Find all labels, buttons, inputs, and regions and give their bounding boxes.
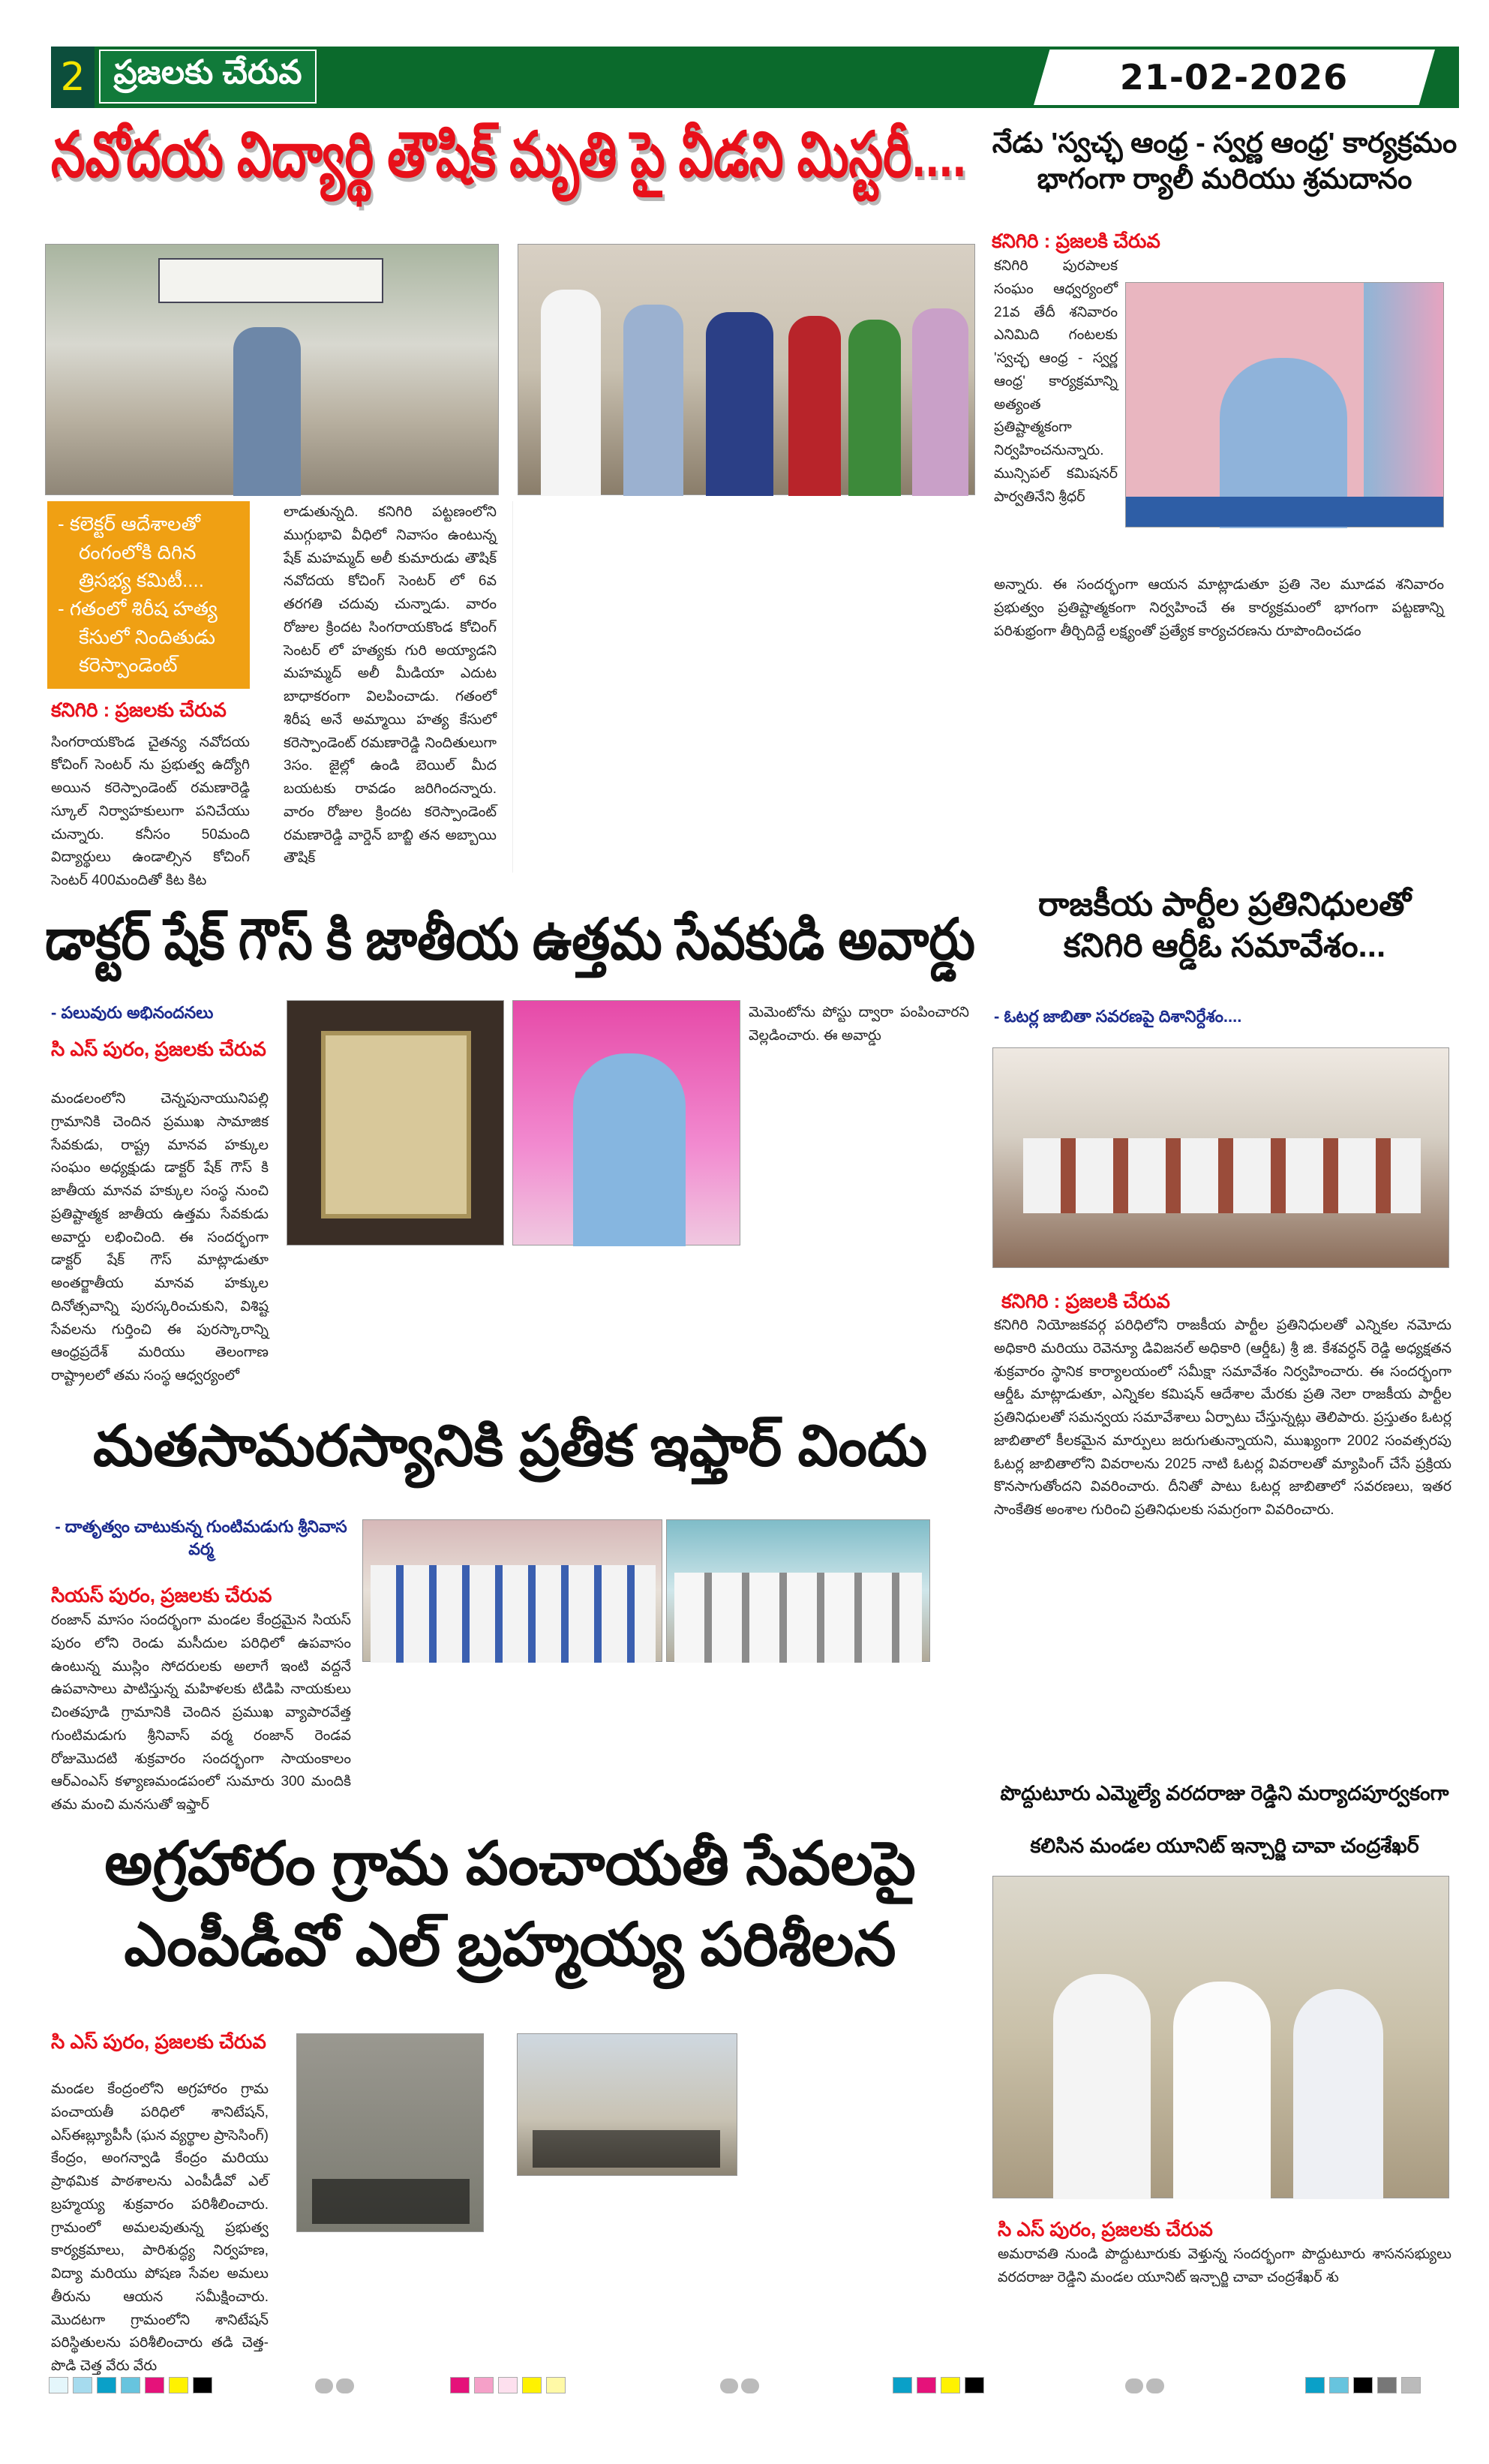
color-registration-bar-left (49, 2377, 212, 2393)
article1-left-column (47, 501, 250, 889)
article6-headline-line1: అగ్రహారం గ్రామ పంచాయతీ సేవలపై (104, 1830, 916, 1897)
article2-dateline: కనిగిరి : ప్రజలకి చేరువ (992, 230, 1160, 252)
article6-headline-line2: ఎంపీడీవో ఎల్ బ్రహ్మయ్య పరిశీలన (124, 1911, 896, 1978)
article2-headline-line1: నేడు 'స్వచ్ఛ ఆంధ్ర - స్వర్ణ ఆంధ్ర' కార్యక్రమం (992, 128, 1457, 159)
article4-dateline: కనిగిరి : ప్రజలకి చేరువ (1001, 1290, 1170, 1312)
article1-body-col1: సింగరాయకొండ చైతన్య నవోదయ కోచింగ్ సెంటర్ ను ప్రభుత్వ ఉద్యోగి అయిన కరెస్పాండెంట్ రమణారెడ్డి స్కూల్ నిర్వాహకులుగా పనిచేయు చున్నారు. కనీసం 50మంది విద్యార్థులు ఉండాల్సిన కోచింగ్ సెంటర్ 400మందితో కిట కిట (51, 734, 250, 889)
page-number: 2 (51, 47, 95, 108)
article4-photo-meeting (992, 1047, 1449, 1268)
article2-photo-commissioner (1125, 282, 1444, 527)
article1-body-col3 (512, 501, 740, 873)
article6-photo-sanitation (296, 2033, 484, 2232)
article4-body: కనిగిరి నియోజకవర్గ పరిధిలోని రాజకీయ పార్టీల ప్రతినిధులతో ఎన్నికల నమోదు అధికారి మరియు రెవెన్యూ డివిజనల్ అధికారి (ఆర్డీఓ) శ్రీ జి. కేశవర్ధన్ రెడ్డి అధ్యక్షతన శుక్రవారం స్థానిక కార్యాలయంలో సమీక్షా సమావేశం నిర్వహించారు. ఈ సందర్భంగా ఆర్డీఓ మాట్లాడుతూ, ఎన్నికల కమిషన్ ఆదేశాల మేరకు ప్రతి నెలా రాజకీయ పార్టీల ప్రతినిధులతో సమన్వయ సమావేశాలు ఏర్పాటు చేస్తున్నట్లు తెలిపారు. ప్రస్తుతం ఓటర్ల జాబితాలో కీలకమైన మార్పులు జరుగుతున్నాయని, ముఖ్యంగా 2002 సంవత్సరపు ఓటర్ల జాబితాలోని వివరాలను 2025 నాటి ఓటర్ల వివరాలతో మ్యాపింగ్ చేసే ప్రక్రియ కొనసాగుతోందని వివరించారు. దీనితో పాటు ఓటర్ల జాబితాలో సవరణలు, ఇతర సాంకేతిక అంశాల గురించి ప్రతినిధులకు సమగ్రంగా వివరించారు. (994, 1318, 1451, 1519)
article4-headline (990, 884, 1459, 966)
article7-headline (990, 1767, 1459, 1872)
article3-body: మండలంలోని చెన్నపునాయునిపల్లి గ్రామానికి చెందిన ప్రముఖ సామాజిక సేవకుడు, రాష్ట్ర మానవ హక్కుల సంఘం అధ్యక్షుడు డాక్టర్ షేక్ గౌస్ కి జాతీయ మానవ హక్కుల సంస్థ నుంచి ప్రతిష్టాత్మక జాతీయ ఉత్తమ సేవకుడు అవార్డు లభించింది. ఈ సందర్భంగా డాక్టర్ షేక్ గౌస్ మాట్లాడుతూ అంతర్జాతీయ మానవ హక్కుల దినోత్సవాన్ని పురస్కరించుకుని, విశిష్ట సేవలను గుర్తించి ఈ పురస్కారాన్ని ఆంధ్రప్రదేశ్ మరియు తెలంగాణ రాష్ట్రాలలో తమ సంస్థ ఆధ్వర్యంలో (51, 1091, 269, 1384)
color-registration-bar-far-right (1305, 2377, 1421, 2393)
article2-headline (990, 126, 1459, 197)
person-figure (233, 327, 301, 496)
article2-intro: కనిగిరి పురపాలక సంఘం ఆధ్వర్యంలో 21వ తేదీ శనివారం ఎనిమిది గంటలకు 'స్వచ్ఛ ఆంధ్ర - స్వర్ణ ఆంధ్ర' కార్యక్రమాన్ని అత్యంత ప్రతిష్టాత్మకంగా నిర్వహించనున్నారు. మున్సిపల్ కమిషనర్ పార్వతినేని శ్రీధర్ (994, 258, 1118, 505)
article1-headline: నవోదయ విద్యార్థి తౌషిక్ మృతి పై వీడని మిస్టరీ.... (51, 119, 966, 190)
article2-body: అన్నారు. ఈ సందర్భంగా ఆయన మాట్లాడుతూ ప్రతి నెల మూడవ శనివారం ప్రభుత్వం ప్రతిష్టాత్మకంగా నిర్వహించే ఈ కార్యక్రమంలో భాగంగా పట్టణాన్ని పరిశుభ్రంగా తీర్చిదిద్దే లక్ష్యంతో ప్రత్యేక కార్యచరణను రూపొందించడం (994, 577, 1444, 639)
registration-pill-1 (315, 2378, 354, 2393)
article7-body: అమరావతి నుండి పొద్దుటూరుకు వెళ్తున్న సందర్భంగా పొద్దుటూరు శాసనసభ్యులు వరదరాజు రెడ్డిని మండల యూనిట్ ఇన్చార్జి చావా చంద్రశేఖర్ శు (998, 2246, 1451, 2285)
registration-pill-2 (720, 2378, 759, 2393)
article3-dateline: సి ఎస్ పురం, ప్రజలకు చేరువ (51, 1038, 266, 1060)
article7-headline-line1: పొద్దుటూరు ఎమ్మెల్యే వరదరాజు రెడ్డిని మర్యాదపూర్వకంగా (1000, 1782, 1449, 1804)
article3-kicker: - పలువురు అభినందనలు (51, 1003, 214, 1022)
color-registration-bar-right (893, 2377, 984, 2393)
article6-headline (45, 1823, 975, 1985)
article3-body-col4: మెమెంటోను పోస్టు ద్వారా పంపించారని వెల్లడించారు. ఈ అవార్డు (749, 1005, 969, 1044)
article5-photo-group (362, 1519, 662, 1662)
article6-body: మండల కేంద్రంలోని అగ్రహారం గ్రామ పంచాయతీ పరిధిలో శానిటేషన్, ఎస్ఈబ్ల్యూపీసీ (ఘన వ్యర్థాల ప్రాసెసింగ్) కేంద్రం, అంగన్వాడి కేంద్రం మరియు ప్రాథమిక పాఠశాలను ఎంపీడీవో ఎల్ బ్రహ్మయ్య శుక్రవారం పరిశీలించారు. గ్రామంలో అమలవుతున్న ప్రభుత్వ కార్యక్రమాలు, పారిశుద్ధ్య నిర్వహణ, విద్యా మరియు పోషణ సేవల అమలు తీరును ఆయన సమీక్షించారు. మొదటగా గ్రామంలోని శానిటేషన్ పరిస్థితులను పరిశీలించారు తడి చెత్త- పొడి చెత్త వేరు వేరు (51, 2081, 269, 2375)
article5-dateline: సియస్ పురం, ప్రజలకు చేరువ (51, 1584, 272, 1606)
article1-dateline: కనిగిరి : ప్రజలకు చేరువ (51, 699, 227, 722)
signboard (158, 258, 383, 303)
article1-body-col4 (749, 501, 969, 873)
article3-photo-speaker (512, 1000, 740, 1246)
highlight-item: - కలెక్టర్ ఆదేశాలతో రంగంలోకి దిగిన త్రిసభ్య కమిటీ.... (58, 512, 204, 592)
article4-headline-line2: కనిగిరి ఆర్డీఓ సమావేశం... (1063, 927, 1386, 964)
article1-photo-student-father (45, 244, 499, 495)
article4-kicker: - ఓటర్ల జాబితా సవరణపై దిశానిర్దేశం.... (994, 1007, 1242, 1026)
article4-headline-line1: రాజకీయ పార్టీల ప్రతినిధులతో (1037, 886, 1412, 923)
article5-kicker: - దాతృత్వం చాటుకున్న గుంటిమడుగు శ్రీనివాస వర్మ (55, 1517, 347, 1558)
article7-photo-meeting-mla (992, 1876, 1449, 2198)
article5-body: రంజాన్ మాసం సందర్భంగా మండల కేంద్రమైన సియస్ పురం లోని రెండు మసీదుల పరిధిలో ఉపవాసం ఉంటున్న ముస్లిం సోదరులకు అలాగే ఇంటి వద్దనే ఉపవాసాలు పాటిస్తున్న మహిళలకు టిడిపి నాయకులు చింతపూడి గ్రామానికి చెందిన ప్రముఖ వ్యాపారవేత్త గుంటిమడుగు శ్రీనివాస్ వర్మ రంజాన్ రెండవ రోజుమొదటి శుక్రవారం సందర్భంగా సాయంకాలం ఆర్ఎంఎస్ కళ్యాణమండపంలో సుమారు 300 మందికి తమ మంచి మనసుతో ఇఫ్తార్ (51, 1612, 351, 1813)
highlight-item: - గతంలో శిరీష హత్య కేసులో నిందితుడు కరెస్పాండెంట్ (58, 597, 218, 677)
article6-dateline: సి ఎస్ పురం, ప్రజలకు చేరువ (51, 2030, 266, 2053)
article1-body-col2: లాడుతున్నది. కనిగిరి పట్టణంలోని ముగ్గుభావి వీధిలో నివాసం ఉంటున్న షేక్ మహమ్మద్ అలీ కుమారుడు తౌషిక్ నవోదయ కోచింగ్ సెంటర్ లో 6వ తరగతి చదువు చున్నాడు. వారం రోజుల క్రిందట సింగరాయకొండ కోచింగ్ సెంటర్ లో హత్యకు గురి అయ్యాడని మహమ్మద్ అలీ మీడియా ఎదుట బాధాకరంగా విలపించాడు. గతంలో శిరీష అనే అమ్మాయి హత్య కేసులో కరెస్పాండెంట్ రమణారెడ్డి నిందితులుగా 3సం. జైల్లో ఉండి బెయిల్ మీద బయటకు రావడం జరిగిందన్నారు. వారం రోజుల క్రిందట కరెస్పాండెంట్ రమణారెడ్డి వార్డెన్ బాబ్జి తన అబ్బాయి తౌషిక్ (284, 504, 497, 867)
paper-name: ప్రజలకు చేరువ (99, 50, 317, 104)
article3-photo-award-plaque (287, 1000, 504, 1246)
article5-photo-dinner (666, 1519, 930, 1662)
article7-headline-line2: కలిసిన మండల యూనిట్ ఇన్చార్జి చావా చంద్రశేఖర్ (1030, 1834, 1419, 1858)
article6-photo-inspection (517, 2033, 737, 2176)
article1-highlights-box (47, 501, 250, 689)
article2-headline-line2: భాగంగా ర్యాలీ మరియు శ్రమదానం (1037, 163, 1412, 195)
article7-dateline: సి ఎస్ పురం, ప్రజలకు చేరువ (998, 2218, 1213, 2240)
color-registration-bar-mid (450, 2377, 566, 2393)
article5-headline: మతసామరస్యానికి ప్రతీక ఇఫ్తార్ విందు (93, 1414, 927, 1478)
issue-date: 21-02-2026 (1119, 57, 1349, 98)
registration-pill-3 (1125, 2378, 1164, 2393)
article3-headline: డాక్టర్ షేక్ గౌస్ కి జాతీయ ఉత్తమ సేవకుడి అవార్డు (45, 908, 975, 972)
article1-photo-committee (518, 244, 975, 495)
